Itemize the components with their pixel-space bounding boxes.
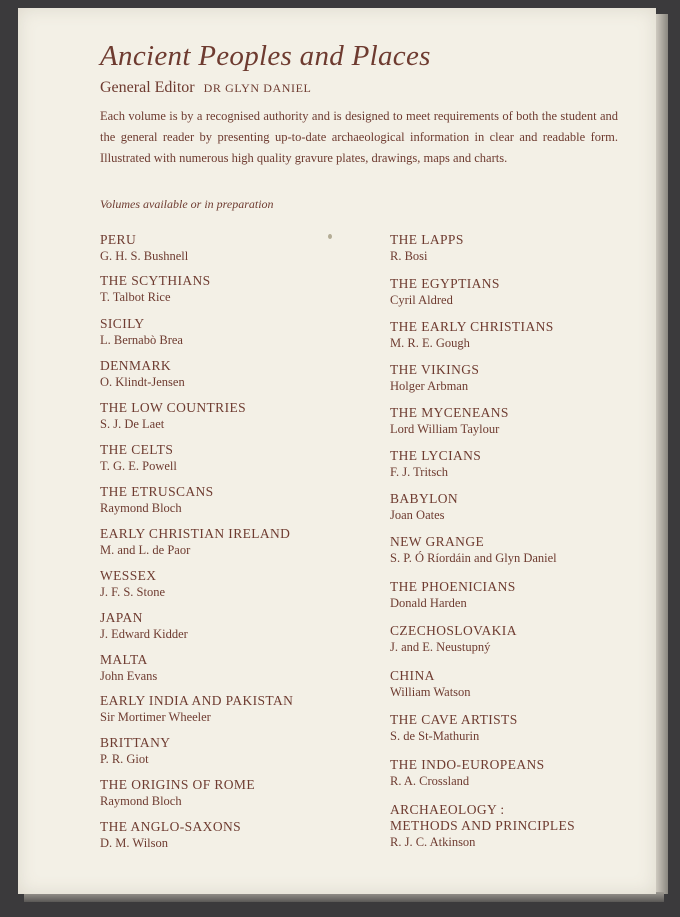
general-editor-line (100, 79, 311, 97)
volume-author: Raymond Bloch (100, 794, 182, 808)
volume-title: THE PHOENICIANS (390, 579, 516, 594)
volume-author: L. Bernabò Brea (100, 333, 183, 347)
volume-author: T. G. E. Powell (100, 459, 177, 473)
volume-title: SICILY (100, 316, 145, 331)
volume-title: JAPAN (100, 610, 143, 625)
volume-entry (100, 819, 241, 851)
volume-title: ARCHAEOLOGY : METHODS AND PRINCIPLES (390, 802, 576, 833)
volume-entry (100, 400, 246, 432)
volume-author: M. and L. de Paor (100, 543, 191, 557)
volume-entry (390, 757, 545, 789)
volume-title: THE LAPPS (390, 232, 464, 247)
volume-entry (100, 610, 188, 642)
volume-title: THE MYCENEANS (390, 405, 509, 420)
volume-author: G. H. S. Bushnell (100, 249, 189, 263)
volume-entry (100, 484, 214, 516)
volume-entry (390, 276, 500, 308)
volume-author: Holger Arbman (390, 379, 469, 393)
volume-author: Joan Oates (390, 508, 445, 522)
volume-author: D. M. Wilson (100, 836, 169, 850)
series-title: Ancient Peoples and Places (100, 40, 431, 72)
volume-entry (390, 712, 518, 744)
volume-title: NEW GRANGE (390, 534, 485, 549)
volume-author: Cyril Aldred (390, 293, 453, 307)
volume-entry (390, 534, 557, 566)
general-editor-name: DR GLYN DANIEL (203, 81, 312, 95)
volume-author: S. de St-Mathurin (390, 729, 480, 743)
volume-title: EARLY INDIA AND PAKISTAN (100, 693, 294, 708)
volume-author: R. A. Crossland (390, 774, 470, 788)
volume-title: THE ETRUSCANS (100, 484, 214, 499)
volume-entry (100, 652, 157, 684)
volume-entry (100, 442, 177, 474)
volume-title: BRITTANY (100, 735, 171, 750)
volume-entry (100, 568, 165, 600)
volume-title: DENMARK (100, 358, 172, 373)
volume-author: J. and E. Neustupný (390, 640, 491, 654)
volume-title: THE CELTS (100, 442, 174, 457)
volume-title: THE CAVE ARTISTS (390, 712, 518, 727)
volume-title: THE VIKINGS (390, 362, 480, 377)
series-description: Each volume is by a recognised authority and is designed to meet requirements of both the student and the general reader by presenting up-to-date archaeological information in clear and readable form. Illustrated with numerous high quality gravure plates, drawings, maps and charts. (100, 109, 618, 165)
volume-author: J. F. S. Stone (100, 585, 165, 599)
volume-entry (390, 623, 517, 655)
volume-entry (390, 491, 458, 523)
volume-author: S. P. Ó Ríordáin and Glyn Daniel (390, 551, 557, 565)
volume-author: Raymond Bloch (100, 501, 182, 515)
volume-title: MALTA (100, 652, 148, 667)
volume-entry (390, 668, 471, 700)
paper-spot (328, 234, 332, 239)
volume-title: BABYLON (390, 491, 459, 506)
volume-title: EARLY CHRISTIAN IRELAND (100, 526, 291, 541)
volume-title: THE ORIGINS OF ROME (100, 777, 255, 792)
volume-author: Lord William Taylour (390, 422, 500, 436)
volume-title: CZECHOSLOVAKIA (390, 623, 517, 638)
volume-entry (100, 735, 170, 767)
general-editor-label: General Editor (100, 79, 195, 96)
volume-entry (100, 358, 185, 390)
volume-title: THE LYCIANS (390, 448, 482, 463)
volume-author: R. J. C. Atkinson (390, 835, 476, 849)
volume-entry (390, 448, 481, 480)
volume-author: William Watson (390, 685, 471, 699)
volume-author: Donald Harden (390, 596, 467, 610)
volume-author: P. R. Giot (100, 752, 149, 766)
volume-author: T. Talbot Rice (100, 290, 171, 304)
volume-author: J. Edward Kidder (100, 627, 188, 641)
volume-title: PERU (100, 232, 137, 247)
volume-entry (100, 777, 255, 809)
volume-entry (390, 362, 479, 394)
volumes-heading: Volumes available or in preparation (100, 197, 274, 211)
volume-author: M. R. E. Gough (390, 336, 470, 350)
book-edge-right (656, 14, 668, 894)
volume-title: THE LOW COUNTRIES (100, 400, 247, 415)
volume-title: THE ANGLO-SAXONS (100, 819, 242, 834)
volume-entry (390, 405, 509, 437)
volume-title: THE INDO-EUROPEANS (390, 757, 545, 772)
volume-author: F. J. Tritsch (390, 465, 449, 479)
volume-title: THE EGYPTIANS (390, 276, 500, 291)
volume-entry (390, 579, 516, 611)
volume-author: John Evans (100, 669, 158, 683)
volume-author: Sir Mortimer Wheeler (100, 710, 211, 724)
volume-entry (390, 802, 575, 850)
volume-title: THE EARLY CHRISTIANS (390, 319, 554, 334)
volume-author: O. Klindt-Jensen (100, 375, 185, 389)
volume-entry (100, 316, 183, 348)
volume-title: THE SCYTHIANS (100, 273, 211, 288)
volume-entry (390, 232, 464, 264)
volume-author: R. Bosi (390, 249, 428, 263)
volume-author: S. J. De Laet (100, 417, 165, 431)
volume-entry (390, 319, 554, 351)
volume-title: WESSEX (100, 568, 157, 583)
volume-entry (100, 526, 290, 558)
volume-entry (100, 693, 293, 725)
volume-title: CHINA (390, 668, 435, 683)
volume-entry (100, 273, 211, 305)
volume-entry (100, 232, 188, 264)
